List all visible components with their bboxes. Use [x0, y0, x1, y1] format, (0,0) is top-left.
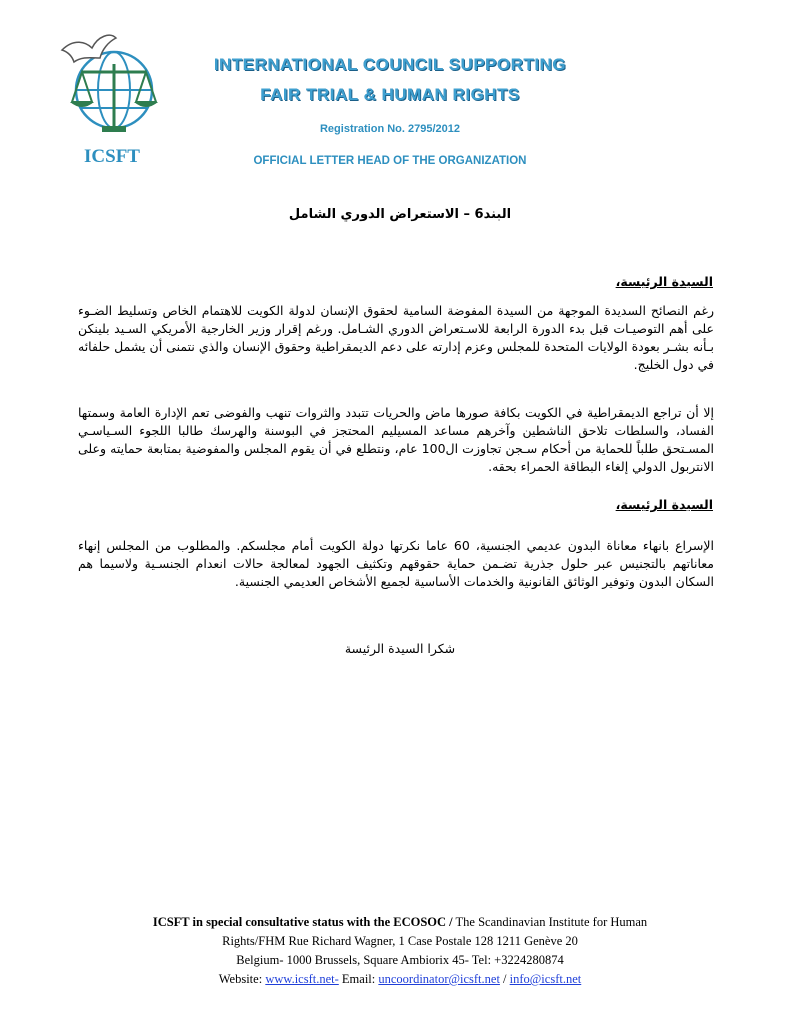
footer-institute: The Scandinavian Institute for Human [452, 915, 648, 929]
email-link-uncoordinator[interactable]: uncoordinator@icsft.net [378, 972, 500, 986]
official-letterhead-label: OFFICIAL LETTER HEAD OF THE ORGANIZATION [253, 155, 527, 167]
footer-line-1 [60, 913, 740, 932]
website-link[interactable]: www.icsft.net- [265, 972, 339, 986]
footer-line-4 [60, 970, 740, 989]
email-link-info[interactable]: info@icsft.net [509, 972, 582, 986]
paragraph-2: إلا أن تراجع الديمقراطية في الكويت بكافة صورها ماض والحريات تتبدد والثروات تنهب والفوضى تعم الإدارة العامة وسمتها الفساد، والسلطات تلاحق الناشطين وآخرهم مساعد المسيليم المحتجز في البوسنة والهرسك طالبا اللجوء السـياسـي المسـتحق طلباً للحماية من أحكام سـجن تجاوزت ال100 عام، ونتطلع في أن يقوم المجلس والمفوضية بمتابعة حمايته وعلى الانتربول الدولي إلغاء البطاقة الحمراء بحقه. [78, 405, 714, 474]
paragraph-3: الإسراع بانهاء معاناة البدون عديمي الجنسية، 60 عاما نكرتها دولة الكويت أمام مجلسكم. والمطلوب من المجلس إنهاء معاناتهم بالتجنيس عبر حلول جذرية تضـمن حماية حقوقهم وتكثيف الجهود لمعالجة حالات انعدام الجنسـية ولاسيما هم السكان البدون وتوفير الوثائق القانونية والخدمات الأساسية لجميع الأشخاص العديمي الجنسية. [78, 538, 714, 589]
website-label: Website: [218, 972, 266, 986]
footer-line-2: Rights/FHM Rue Richard Wagner, 1 Case Postale 128 1211 Genève 20 [222, 934, 578, 948]
salutation-1: السيدة الرئيسة، [615, 274, 713, 289]
email-label: Email: [338, 972, 379, 986]
closing-thanks: شكرا السيدة الرئيسة [344, 641, 456, 656]
organization-name-line2: FAIR TRIAL & HUMAN RIGHTS [260, 85, 520, 104]
dove-scales-globe-icon [52, 28, 162, 146]
footer-line-3: Belgium- 1000 Brussels, Square Ambiorix 45- Tel: +3224280874 [236, 953, 564, 967]
footer [60, 913, 740, 989]
logo-text: ICSFT [84, 146, 140, 167]
organization-logo [52, 28, 162, 178]
footer-consultative-status: ICSFT in special consultative status with the ECOSOC / [152, 915, 453, 929]
organization-name-line1: INTERNATIONAL COUNCIL SUPPORTING [213, 55, 567, 74]
document-title: البند6 – الاستعراض الدوري الشامل [288, 207, 512, 222]
registration-number: Registration No. 2795/2012 [319, 123, 460, 135]
email-separator: / [499, 972, 510, 986]
salutation-2: السيدة الرئيسة، [615, 497, 713, 512]
paragraph-1: رغم النصائح السديدة الموجهة من السيدة المفوضة السامية لحقوق الإنسان لدولة الكويت للاهتمام الخاص وتسليط الضـوء على أهم التوصيـات قبل بدء الدورة الرابعة للاسـتعراض الدوري الشـامل. ورغم إقرار وزير الخارجية الأمريكي السـيد بلينكن بـأنه بشـر بعودة الولايات المتحدة للمجلس وعزم إدارته على دعم الديمقراطية وحقوق الإنسان والذي نتمنى أن يشمل حلفائه في دول الخليج. [78, 303, 714, 372]
